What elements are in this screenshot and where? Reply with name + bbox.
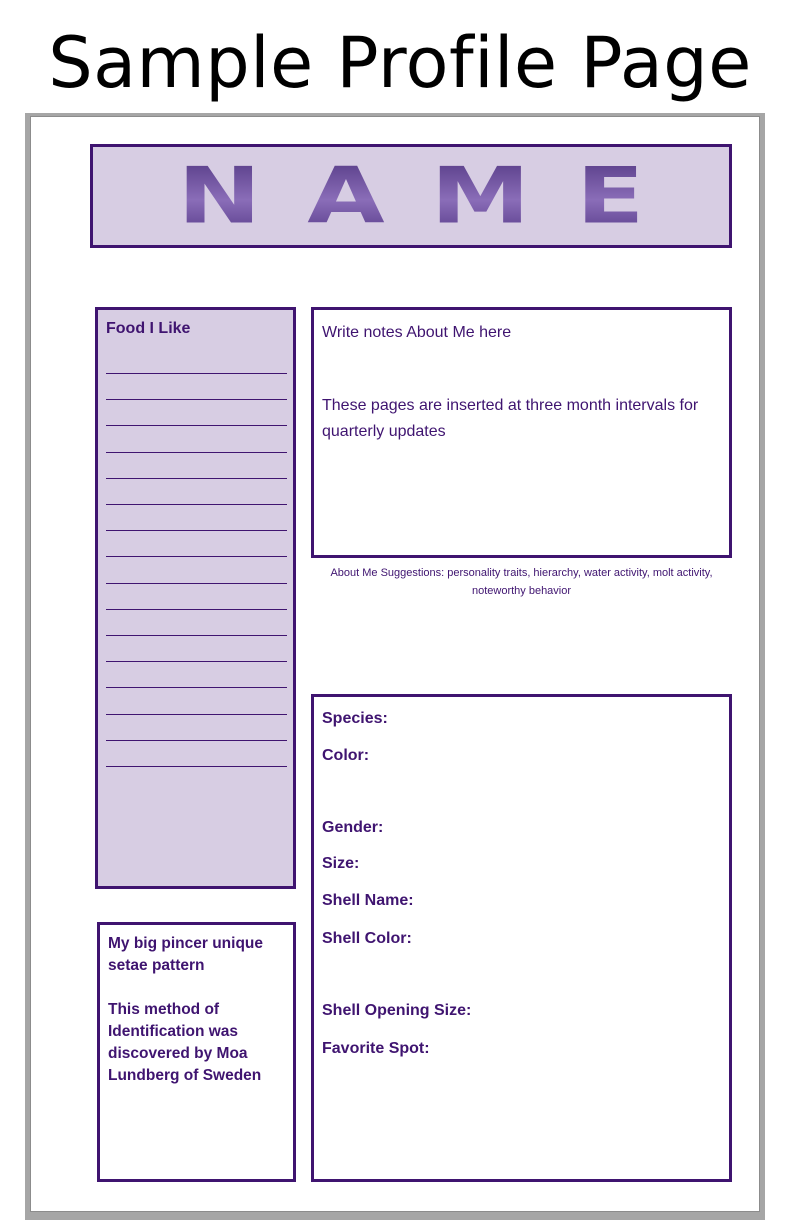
field-shell-color: Shell Color: <box>322 930 412 947</box>
field-size: Size: <box>322 855 360 872</box>
food-blank-line[interactable] <box>106 714 287 715</box>
food-blank-line[interactable] <box>106 478 287 479</box>
details-panel[interactable] <box>311 694 732 1182</box>
name-banner[interactable] <box>90 144 732 248</box>
food-blank-line[interactable] <box>106 530 287 531</box>
food-blank-line[interactable] <box>106 740 287 741</box>
pincer-line-1: My big pincer unique setae pattern <box>108 935 264 974</box>
food-blank-line[interactable] <box>106 425 287 426</box>
food-blank-line[interactable] <box>106 609 287 610</box>
food-panel-title: Food I Like <box>106 320 191 337</box>
field-favorite-spot: Favorite Spot: <box>322 1040 430 1057</box>
field-gender: Gender: <box>322 819 384 836</box>
field-shell-opening-size: Shell Opening Size: <box>322 1002 472 1019</box>
food-blank-line[interactable] <box>106 556 287 557</box>
food-blank-line[interactable] <box>106 766 287 767</box>
field-species: Species: <box>322 710 388 727</box>
pincer-line-2: This method of Identification was discovered by Moa Lundberg of Sweden <box>108 1001 262 1084</box>
pincer-panel[interactable] <box>97 922 296 1182</box>
food-blank-line[interactable] <box>106 452 287 453</box>
field-shell-name: Shell Name: <box>322 892 414 909</box>
food-blank-line[interactable] <box>106 661 287 662</box>
field-color: Color: <box>322 747 370 764</box>
food-blank-line[interactable] <box>106 583 287 584</box>
food-blank-line[interactable] <box>106 687 287 688</box>
page-heading: Sample Profile Page <box>48 22 752 104</box>
food-blank-line[interactable] <box>106 504 287 505</box>
name-banner-text: NAME <box>177 149 691 242</box>
about-me-notes[interactable] <box>311 307 732 558</box>
notes-line-2: These pages are inserted at three month intervals for quarterly updates <box>322 397 699 440</box>
food-panel[interactable] <box>95 307 296 889</box>
about-me-suggestions: About Me Suggestions: personality traits, hierarchy, water activity, molt activity, noteworthy behavior <box>330 567 713 597</box>
food-blank-line[interactable] <box>106 399 287 400</box>
food-blank-line[interactable] <box>106 373 287 374</box>
food-blank-line[interactable] <box>106 635 287 636</box>
notes-line-1: Write notes About Me here <box>322 324 512 341</box>
